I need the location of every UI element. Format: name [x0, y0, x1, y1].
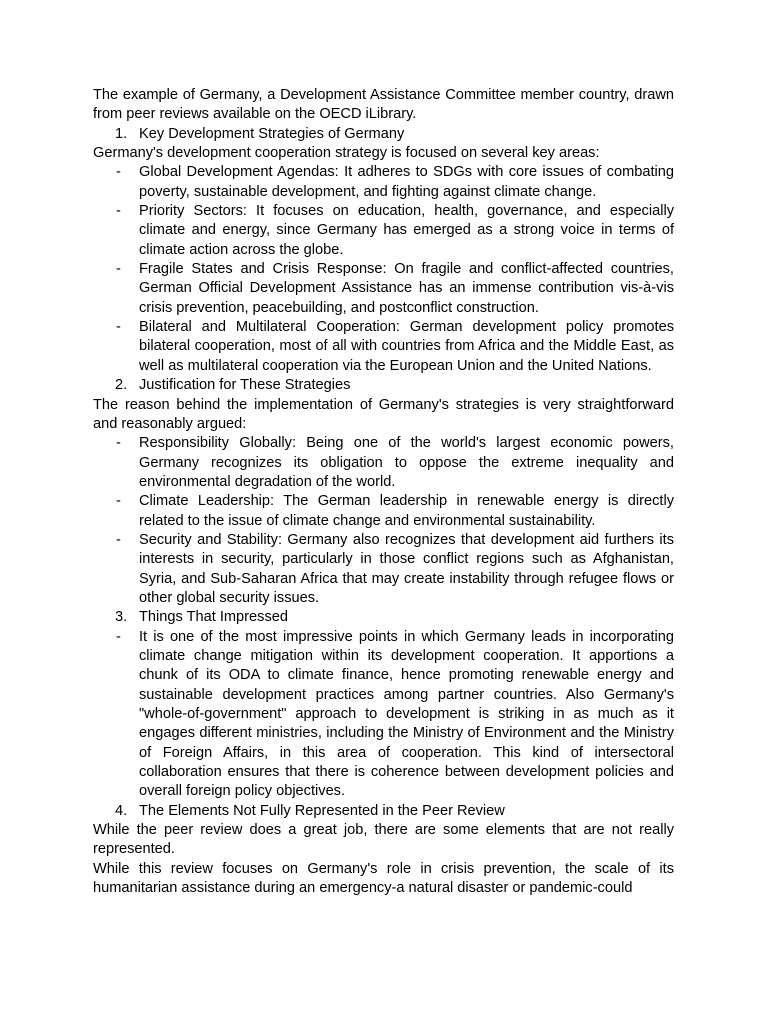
bullet-dash: -: [116, 164, 121, 181]
list-item-text: Global Development Agendas: It adheres to SDGs with core issues of combating poverty, sustainable development, and fighting against climate change.: [139, 164, 674, 200]
section-1-heading: [93, 125, 674, 144]
section-4-paragraph: While this review focuses on Germany's role in crisis prevention, the scale of its humanitarian assistance during an emergency-a natural disaster or pandemic-could: [93, 860, 674, 897]
list-item: [93, 163, 674, 202]
bullet-dash: -: [116, 261, 121, 278]
list-item: [93, 434, 674, 492]
bullet-dash: -: [116, 531, 121, 548]
bullet-dash: -: [116, 493, 121, 510]
section-number: 4.: [115, 802, 128, 819]
list-item: [93, 260, 674, 318]
section-3-heading: [93, 608, 674, 627]
list-item: [93, 531, 674, 608]
section-1-lead: Germany's development cooperation strategy is focused on several key areas:: [93, 145, 600, 162]
section-4-heading: [93, 802, 674, 821]
document-page: [93, 86, 674, 898]
section-number: 2.: [115, 377, 128, 394]
list-item: [93, 318, 674, 376]
section-4-paragraph: While the peer review does a great job, there are some elements that are not really represented.: [93, 822, 674, 858]
list-item: [93, 202, 674, 260]
section-title: Justification for These Strategies: [139, 377, 351, 394]
bullet-dash: -: [116, 628, 121, 645]
section-title: Things That Impressed: [139, 609, 288, 626]
bullet-dash: -: [116, 435, 121, 452]
list-item-text: Security and Stability: Germany also recognizes that development aid furthers its interests in security, particularly in those conflict regions such as Afghanistan, Syria, and Sub-Saharan Africa that may create instability through refugee flows or other global security issues.: [139, 531, 674, 606]
section-title: Key Development Strategies of Germany: [139, 125, 405, 142]
list-item-text: Priority Sectors: It focuses on education, health, governance, and especially climate and energy, since Germany has emerged as a strong voice in terms of climate action across the globe.: [139, 203, 674, 258]
section-2-lead: The reason behind the implementation of Germany's strategies is very straightforward and reasonably argued:: [93, 396, 674, 432]
list-item-text: Climate Leadership: The German leadership in renewable energy is directly related to the issue of climate change and environmental sustainability.: [139, 493, 674, 529]
bullet-dash: -: [116, 319, 121, 336]
list-item: [93, 492, 674, 531]
list-item-text: Fragile States and Crisis Response: On fragile and conflict-affected countries, German Official Development Assistance has an immense contribution vis-à-vis crisis prevention, peacebuilding, and postconflict construction.: [139, 261, 674, 316]
list-item: [93, 628, 674, 802]
list-item-text: Bilateral and Multilateral Cooperation: German development policy promotes bilateral cooperation, most of all with countries from Africa and the Middle East, as well as multilateral cooperation via the European Union and the United Nations.: [139, 319, 674, 374]
section-number: 1.: [115, 125, 128, 142]
list-item-text: It is one of the most impressive points in which Germany leads in incorporating climate change mitigation within its development cooperation. It apportions a chunk of its ODA to climate finance, hence promoting renewable energy and sustainable development practices among partner countries. Also Germany's "whole-of-government" approach to development is striking in as much as it engages different ministries, including the Ministry of Environment and the Ministry of Foreign Affairs, in this area of cooperation. This kind of intersectoral collaboration ensures that there is coherence between development policies and overall foreign policy objectives.: [139, 628, 674, 800]
intro-paragraph: The example of Germany, a Development Assistance Committee member country, drawn from peer reviews available on the OECD iLibrary.: [93, 87, 674, 123]
section-number: 3.: [115, 609, 128, 626]
list-item-text: Responsibility Globally: Being one of the world's largest economic powers, Germany recognizes its obligation to oppose the extreme inequality and environmental degradation of the world.: [139, 435, 674, 490]
bullet-dash: -: [116, 203, 121, 220]
section-title: The Elements Not Fully Represented in the Peer Review: [139, 802, 505, 819]
section-2-heading: [93, 376, 674, 395]
